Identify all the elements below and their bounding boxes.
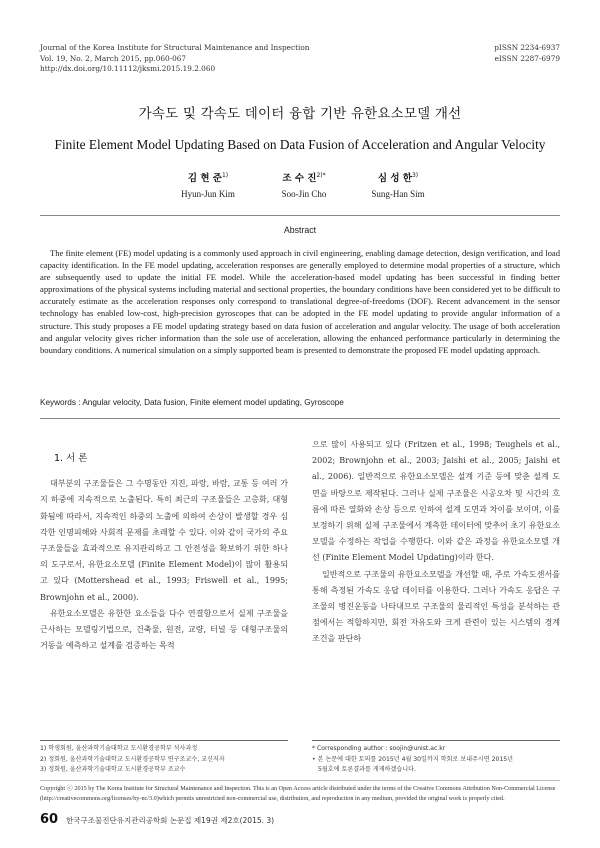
abstract-text: The finite element (FE) model updating is a commonly used approach in civil engineering, enabling damage detection, design verification, and load capacity identification. In the FE model updating, acceleration responses are generally employed to determine modal properties of a structure, which are subsequently used to update the initial FE model. While the acceleration-based model updating has been successful in finding better approximations of the physical systems including material and sectional properties, the boundary conditions have been considered yet to be difficult to accurately estimate as the acceleration responses only correspond to translational degree-of-freedoms (DOF). Recent advancement in the sensor technology has enabled low-cost, high-precision gyroscopes that can be adopted in the FE model updating to provide angular information of a structure. This study proposes a FE model updating strategy based on data fusion of acceleration and angular velocity. The usage of both acceleration and angular velocity gives richer information than the sole use of acceleration, allowing the enhanced performance particularly in determining the boundary conditions. A numerical simulation on a simply supported beam is presented to demonstrate the proposed FE model updating approach. bbox=[40, 248, 560, 355]
footer-journal: 한국구조물진단유지관리공학회 논문집 제19권 제2호(2015. 3) bbox=[66, 816, 275, 825]
author-affil-mark: 3) bbox=[411, 171, 419, 179]
page-footer bbox=[40, 812, 560, 830]
author-3 bbox=[343, 170, 453, 199]
keywords bbox=[40, 398, 560, 407]
body-column-right bbox=[312, 437, 560, 648]
author-name-ko: 김 현 준 bbox=[187, 173, 222, 184]
abstract-bottom-rule bbox=[40, 418, 560, 419]
abstract-body bbox=[40, 247, 560, 356]
title-english: Finite Element Model Updating Based on Data Fusion of Acceleration and Angular Velocity bbox=[54, 137, 546, 152]
footnote: 3) 정회원, 울산과학기술대학교 도시환경공학부 조교수 bbox=[40, 766, 186, 773]
body-column-left bbox=[40, 451, 288, 654]
footnote: 2) 정회원, 울산과학기술대학교 도시환경공학부 연구조교수, 교신저자 bbox=[40, 755, 225, 763]
doi-link[interactable]: http://dx.doi.org/10.11112/jksmi.2015.19.2.060 bbox=[40, 64, 216, 73]
author-list bbox=[0, 170, 600, 210]
footnote: 5월호에 토론결과를 게재하겠습니다. bbox=[318, 766, 416, 773]
copyright-rule bbox=[40, 780, 560, 781]
footnote: * Corresponding author : soojin@unist.ac.kr bbox=[312, 745, 446, 752]
footnote-rule-right bbox=[312, 740, 560, 741]
author-name-ko: 심 성 한 bbox=[377, 173, 412, 184]
pissn: pISSN 2234-6937 bbox=[494, 43, 560, 52]
title-korean: 가속도 및 각속도 데이터 융합 기반 유한요소모델 개선 bbox=[138, 106, 462, 122]
paragraph: 대부분의 구조물들은 그 수명동안 지진, 파랑, 바람, 교통 등 여러 가지 하중에 지속적으로 노출된다. 특히 최근의 구조물들은 고층화, 대형화됨에 따라서, 지속적인 하중의 노출에 의하여 손상이 발생할 경우 심각한 인명피해와 사회적 문제를 초래할 수 있다. 이와 같이 국가의 주요 구조물들을 효과적으로 유지관리하고 그 안전성을 확보하기 위한 하나의 도구로서, 유한요소모델 (Finite Element Model)이 많이 활용되고 있다 (Mottershead et al., 1993; Friswell et al., 1995; Brownjohn et al., 2000). bbox=[40, 479, 288, 602]
paragraph: 일반적으로 구조물의 유한요소모델을 개선할 때, 주로 가속도센서를 통해 측정된 가속도 응답 데이터를 이용한다. 그러나 가속도 응답은 구조물의 병진운동을 나타내므로 구조물의 물리적인 특성을 분석하는 관점에서는 적합하지만, 회전 자유도와 크게 관련이 있는 시스템의 경계조건을 판단하 bbox=[312, 569, 560, 644]
eissn: eISSN 2287-6979 bbox=[494, 53, 560, 63]
author-name-ko: 조 수 진 bbox=[282, 173, 317, 184]
page-number: 60 bbox=[40, 812, 59, 827]
keywords-text: Angular velocity, Data fusion, Finite element model updating, Gyroscope bbox=[82, 398, 344, 407]
author-1 bbox=[153, 170, 263, 199]
volume-info: Vol. 19, No. 2, March 2015, pp.060-067 bbox=[40, 53, 187, 63]
footnote: • 본 논문에 대한 토의를 2015년 4월 30일까지 학회로 보내주시면 2015년 bbox=[312, 755, 514, 763]
journal-name: Journal of the Korea Institute for Structural Maintenance and Inspection bbox=[40, 43, 310, 52]
author-affil-mark: 2)* bbox=[316, 171, 326, 179]
footnote: 1) 학생회원, 울산과학기술대학교 도시환경공학부 석사과정 bbox=[40, 745, 198, 752]
footnotes-correspondence bbox=[312, 744, 560, 776]
footnote-rule-left bbox=[40, 740, 288, 741]
issn-info bbox=[494, 43, 560, 64]
author-affil-mark: 1) bbox=[221, 171, 229, 179]
abstract-top-rule bbox=[40, 215, 560, 216]
abstract-heading: Abstract bbox=[283, 225, 317, 235]
keywords-label: Keywords : bbox=[40, 398, 83, 407]
journal-info bbox=[40, 43, 309, 75]
author-name-en: Soo-Jin Cho bbox=[281, 189, 327, 199]
paragraph: 유한요소모델은 유한한 요소들을 다수 연결함으로서 실제 구조물을 근사하는 모델링기법으로, 건축물, 원전, 교량, 터널 등 대형구조물의 거동을 예측하고 설계를 검증하는 목적 bbox=[40, 608, 288, 651]
footnotes-affiliations bbox=[40, 744, 288, 776]
author-name-en: Sung-Han Sim bbox=[371, 189, 425, 199]
copyright-notice: Copyright ⓒ 2015 by The Korea Institute for Structural Maintenance and Inspection. This is an Open Access article distributed under the terms of the Creative Commons Attribution Non-Commercial License (http://creativecommons.org/licenses/by-nc/3.0)which permits unrestricted non-commercial use, distribution, and reproduction in any medium, provided the original work is properly cited. bbox=[40, 785, 556, 802]
paragraph: 으로 많이 사용되고 있다 (Fritzen et al., 1998; Teughels et al., 2002; Brownjohn et al., 2003; Jaishi et al., 2005; Jaishi et al., 2006). 일반적으로 유한요소모델은 설계 기준 등에 맞춘 설계 도면을 바탕으로 제작된다. 그러나 실제 구조물은 시공오차 및 시간의 흐름에 따른 열화와 손상 등으로 인하여 설계 도면과 차이를 보이며, 이를 보정하기 위해 실제 구조물에서 계측한 데이터에 맞추어 초기 유한요소모델을 수정하는 작업을 수행한다. 이와 같은 과정을 유한요소모델 개선 (Finite Element Model Updating)이라 한다. bbox=[312, 440, 560, 563]
author-name-en: Hyun-Jun Kim bbox=[181, 189, 235, 199]
section-title: 1. 서 론 bbox=[54, 453, 88, 464]
